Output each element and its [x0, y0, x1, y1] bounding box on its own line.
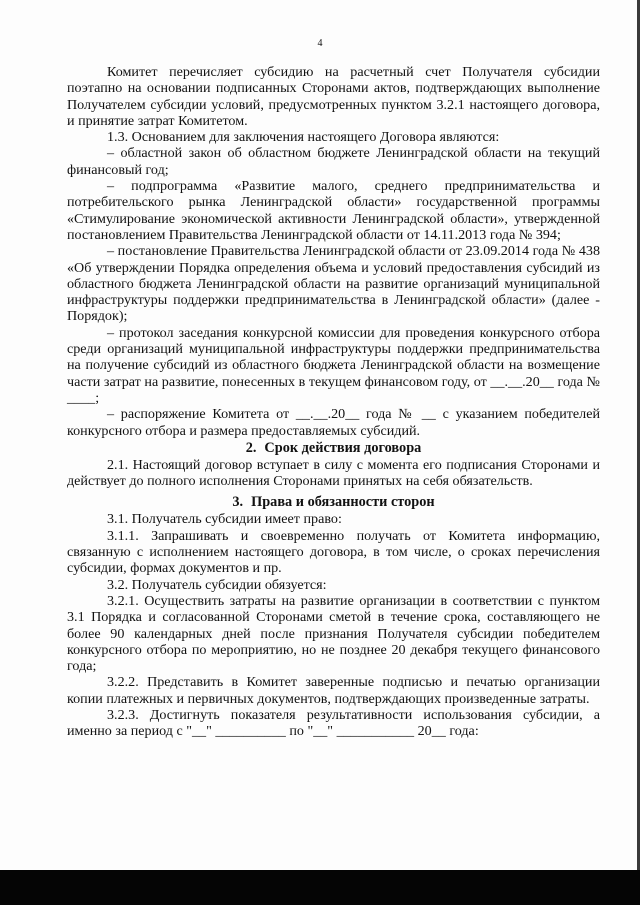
paragraph-3-2: 3.2. Получатель субсидии обязуется: [107, 576, 327, 593]
paragraph-3-2-3: 3.2.3. Достигнуть показателя результативности использования субсидии, а именно за период с "__" __________ по "__" ___________ 20__ года: [67, 706, 600, 740]
paragraph-3-2-1: 3.2.1. Осуществить затраты на развитие организации в соответствии с пунктом 3.1 Порядка и согласованной Сторонами сметой в течение срока, составляющего не более 90 календарных дней после признания Получателя субсидии победителем конкурсного отбора по мероприятию, но не позднее 20 декабря текущего финансового года; [67, 592, 600, 675]
document-body [67, 64, 600, 740]
section-2-title: Срок действия договора [264, 439, 422, 456]
paragraph-3-2-2: 3.2.2. Представить в Комитет заверенные подписью и печатью организации копии платежных и первичных документов, подтверждающих произведенные затраты. [67, 674, 600, 707]
paragraph-2-1: 2.1. Настоящий договор вступает в силу с момента его подписания Сторонами и действует до полного исполнения Сторонами принятых на себя обязательств. [67, 456, 600, 490]
paragraph-transfer-terms: Комитет перечисляет субсидию на расчетный счет Получателя субсидии поэтапно на основании подписанных Сторонами актов, подтверждающих выполнение Получателем субсидии условий, предусмотренных пунктом 3.2.1 настоящего договора, и принятие затрат Комитетом. [67, 64, 600, 129]
page-number: 4 [317, 38, 323, 49]
list-item-resolution: – постановление Правительства Ленинградской области от 23.09.2014 года № 438 «Об утверждении Порядка определения объема и условий предоставления субсидий из областного бюджета Ленинградской области на развитие организаций муниципальной инфраструктуры поддержки предпринимательства в Ленинградской области» (далее - Порядок); [67, 243, 600, 325]
section-3-heading [67, 493, 600, 511]
section-3-title: Права и обязанности сторон [251, 494, 435, 511]
scan-bottom-border [0, 870, 640, 905]
list-item-protocol: – протокол заседания конкурсной комиссии для проведения конкурсного отбора среди организаций муниципальной инфраструктуры поддержки предпринимательства на получение субсидий из областного бюджета Ленинградской области на возмещение части затрат на развитие, понесенных в текущем финансовом году, от __.__.20__ года № ____; [67, 324, 600, 406]
section-2-heading [67, 439, 600, 457]
list-item-subprogram: – подпрограмма «Развитие малого, среднего предпринимательства и потребительского рынка Ленинградской области» государственной программы «Стимулирование экономической активности Ленинградской области», утвержденной постановлением Правительства Ленинградской области от 14.11.2013 года № 394; [67, 178, 600, 243]
paragraph-3-1-1: 3.1.1. Запрашивать и своевременно получать от Комитета информацию, связанную с исполнением настоящего договора, в том числе, о сроках перечисления субсидии, формах документов и пр. [67, 527, 600, 577]
section-3-number: 3. [232, 494, 244, 511]
section-2-number: 2. [245, 439, 257, 456]
list-item-order: – распоряжение Комитета от __.__.20__ года № __ с указанием победителей конкурсного отбора и размера предоставляемых субсидий. [67, 406, 600, 439]
list-item-regional-law: – областной закон об областном бюджете Ленинградской области на текущий финансовый год; [67, 145, 600, 178]
paragraph-1-3: 1.3. Основанием для заключения настоящего Договора являются: [107, 129, 500, 146]
paragraph-3-1: 3.1. Получатель субсидии имеет право: [107, 511, 342, 528]
